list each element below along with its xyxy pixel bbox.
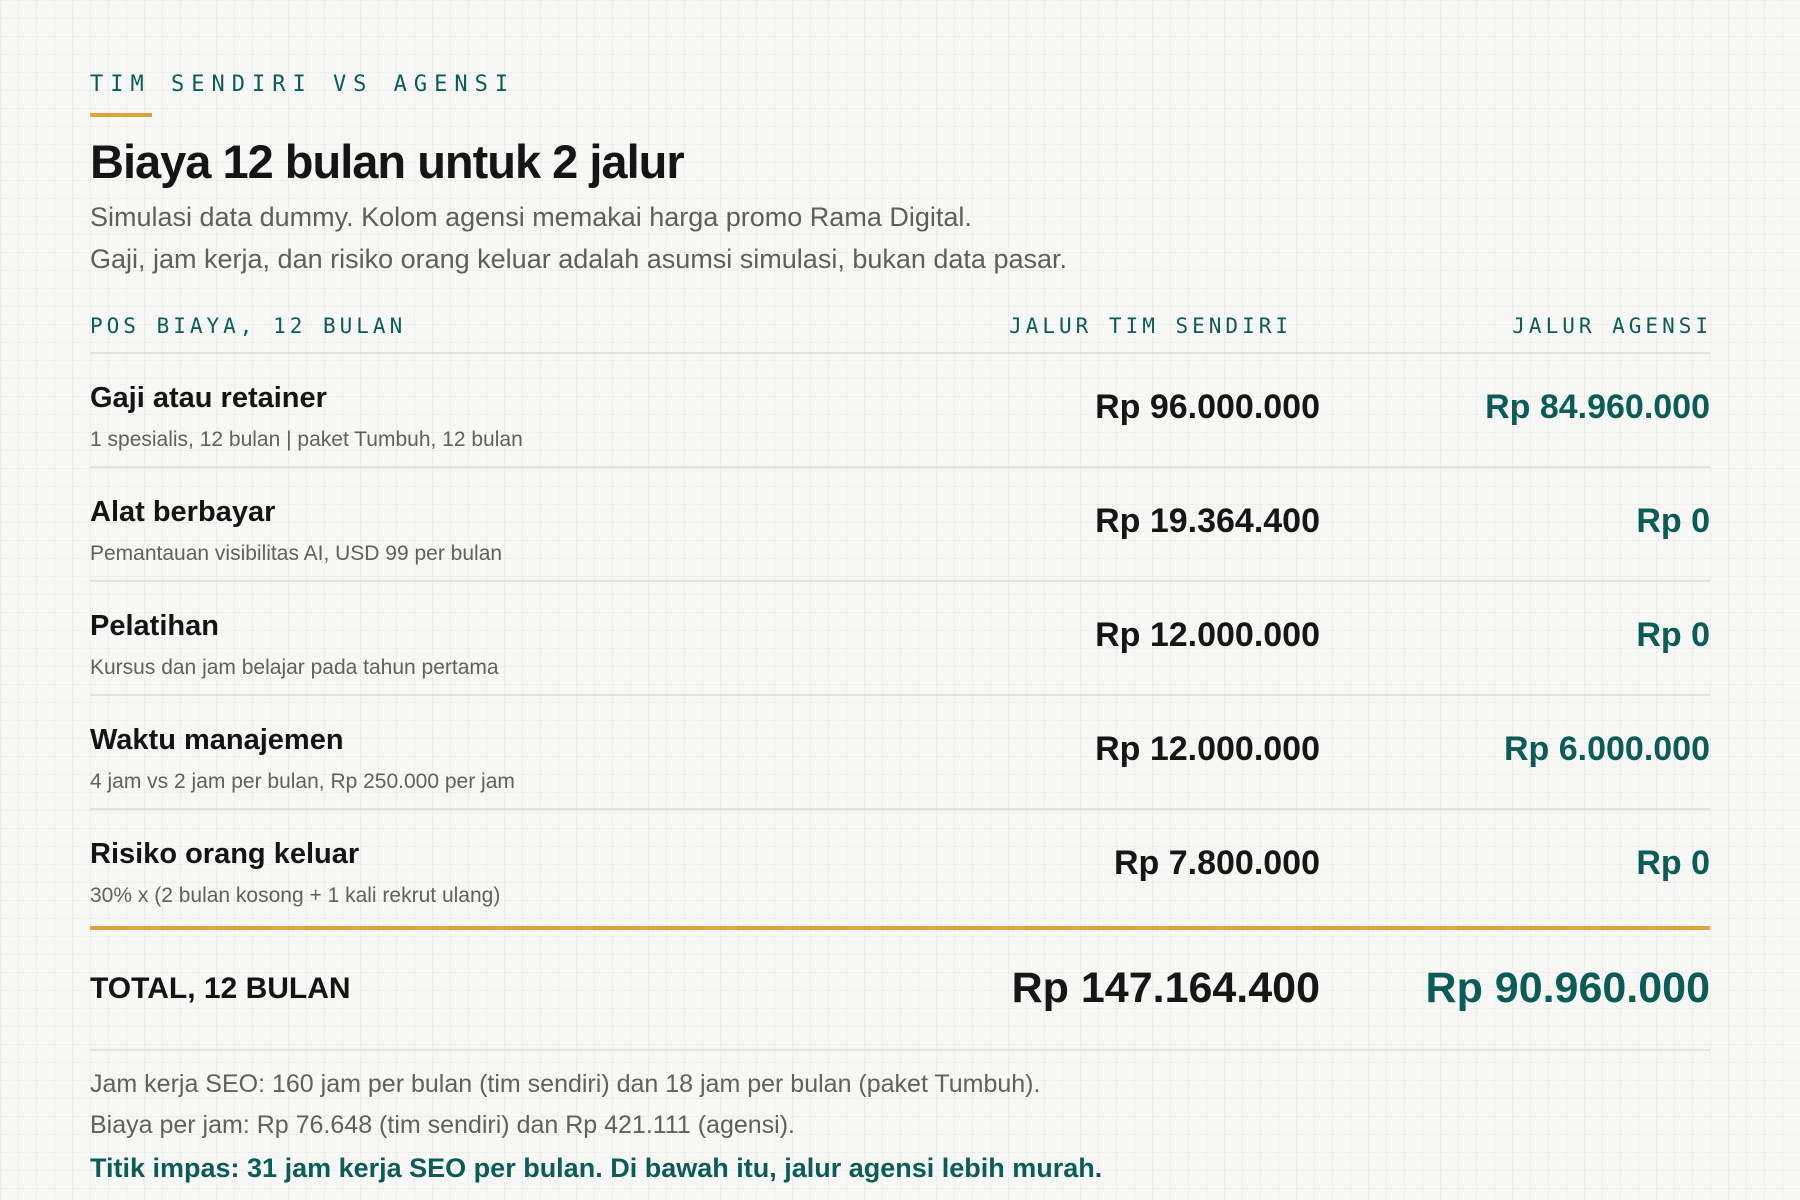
- subtitle-line-1: Simulasi data dummy. Kolom agensi memakai harga promo Rama Digital.: [90, 202, 972, 232]
- table-row: [90, 696, 1710, 810]
- subtitle-line-2: Gaji, jam kerja, dan risiko orang keluar adalah asumsi simulasi, bukan data pasar.: [90, 244, 1067, 274]
- table-row: [90, 582, 1710, 696]
- row-note: 1 spesialis, 12 bulan | paket Tumbuh, 12 bulan: [90, 428, 523, 451]
- agency-value: Rp 6.000.000: [1503, 730, 1710, 768]
- total-agency-value: Rp 90.960.000: [1425, 964, 1710, 1012]
- page-title: Biaya 12 bulan untuk 2 jalur: [90, 135, 684, 188]
- total-divider: [90, 926, 1710, 930]
- agency-value: Rp 84.960.000: [1485, 388, 1710, 426]
- agency-value: Rp 0: [1636, 502, 1710, 540]
- own-team-value: Rp 12.000.000: [1095, 616, 1320, 654]
- footer-divider: [90, 1049, 1710, 1051]
- footer-hours-note: Jam kerja SEO: 160 jam per bulan (tim sendiri) dan 18 jam per bulan (paket Tumbuh).: [90, 1070, 1041, 1098]
- agency-value: Rp 0: [1636, 844, 1710, 882]
- cost-comparison-page: [90, 0, 1710, 1200]
- footer-breakeven-conclusion: Titik impas: 31 jam kerja SEO per bulan. Di bawah itu, jalur agensi lebih murah.: [90, 1153, 1103, 1183]
- column-header-agency: JALUR AGENSI: [1512, 314, 1712, 338]
- row-label: Gaji atau retainer: [90, 382, 327, 414]
- column-header-own-team: JALUR TIM SENDIRI: [1009, 314, 1292, 338]
- row-note: 4 jam vs 2 jam per bulan, Rp 250.000 per jam: [90, 770, 515, 793]
- own-team-value: Rp 96.000.000: [1095, 388, 1320, 426]
- own-team-value: Rp 7.800.000: [1113, 844, 1320, 882]
- row-label: Risiko orang keluar: [90, 838, 360, 870]
- table-row: [90, 468, 1710, 582]
- footer-rate-note: Biaya per jam: Rp 76.648 (tim sendiri) dan Rp 421.111 (agensi).: [90, 1111, 795, 1139]
- total-own-team-value: Rp 147.164.400: [1011, 964, 1320, 1012]
- column-header-item: POS BIAYA, 12 BULAN: [90, 314, 407, 338]
- row-label: Alat berbayar: [90, 496, 276, 528]
- table-row: [90, 354, 1710, 468]
- own-team-value: Rp 19.364.400: [1095, 502, 1320, 540]
- row-label: Waktu manajemen: [90, 724, 344, 756]
- agency-value: Rp 0: [1636, 616, 1710, 654]
- row-note: Kursus dan jam belajar pada tahun pertama: [90, 656, 499, 679]
- total-label: TOTAL, 12 BULAN: [90, 972, 351, 1005]
- row-note: Pemantauan visibilitas AI, USD 99 per bulan: [90, 542, 503, 565]
- own-team-value: Rp 12.000.000: [1095, 730, 1320, 768]
- eyebrow-accent-rule: [90, 113, 152, 117]
- table-row: [90, 810, 1710, 924]
- row-label: Pelatihan: [90, 610, 219, 642]
- row-note: 30% x (2 bulan kosong + 1 kali rekrut ulang): [90, 884, 501, 907]
- eyebrow-label: TIM SENDIRI VS AGENSI: [90, 72, 516, 97]
